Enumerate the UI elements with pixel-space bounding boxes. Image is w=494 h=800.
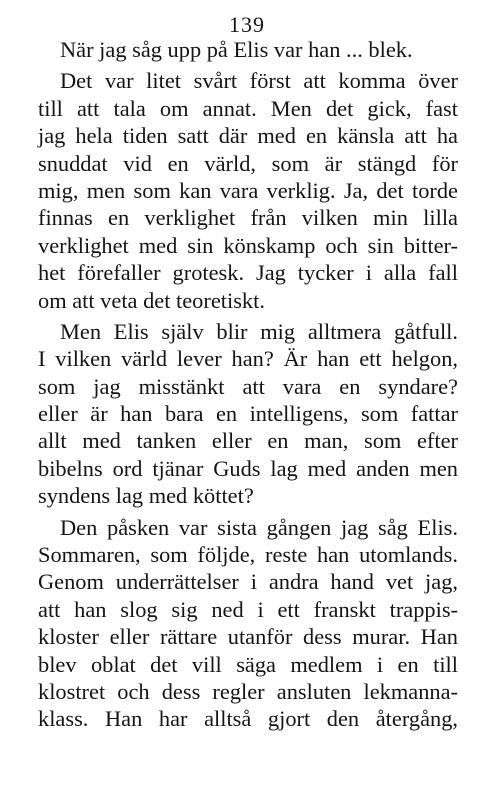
text-line: Genom underrättelser i andra hand vet jag, [38,569,458,595]
text-line: blev oblat det vill säga medlem i en till [38,651,458,677]
text-line: att han slog sig ned i ett franskt trappis- [38,596,458,622]
text-line: verklighet med sin könskamp och sin bitter- [38,232,458,258]
text-line: allt med tanken eller en man, som efter [38,428,458,454]
text-line: finnas en verklighet från vilken min lilla [38,205,458,231]
text-line: mig, men som kan vara verklig. Ja, det torde [38,177,458,203]
text-line: jag hela tiden satt där med en känsla att ha [38,123,458,149]
text-line: till att tala om annat. Men det gick, fast [38,95,458,121]
text-line: klostret och dess regler ansluten lekmanna- [38,678,458,704]
text-line: Sommaren, som följde, reste han utomlands. [38,542,458,568]
text-line: Den påsken var sista gången jag såg Elis. [60,514,458,540]
text-line: syndens lag med köttet? [38,483,254,509]
text-line: bibelns ord tjänar Guds lag med anden men [38,455,458,481]
page-number: 139 [229,12,265,37]
text-line: het förefaller grotesk. Jag tycker i alla fall [38,260,458,286]
text-line: snuddat vid en värld, som är stängd för [38,150,458,176]
body-text [38,36,458,733]
text-line: Men Elis själv blir mig alltmera gåtfull. [60,318,458,344]
text-line: klass. Han har alltså gjort den återgång, [38,706,458,732]
paragraph [38,67,458,314]
paragraph [38,36,458,63]
paragraph [38,514,458,733]
text-line: I vilken värld lever han? Är han ett helgon, [38,346,458,372]
text-line: Det var litet svårt först att komma över [60,68,458,94]
text-line: När jag såg upp på Elis var han ... blek. [60,37,413,62]
text-line: kloster eller rättare utanför dess murar. Han [38,624,458,650]
text-line: som jag misstänkt att vara en syndare? [38,373,458,399]
paragraph [38,318,458,510]
text-line: om att veta det teoretiskt. [38,287,265,313]
text-line: eller är han bara en intelligens, som fattar [38,401,458,427]
